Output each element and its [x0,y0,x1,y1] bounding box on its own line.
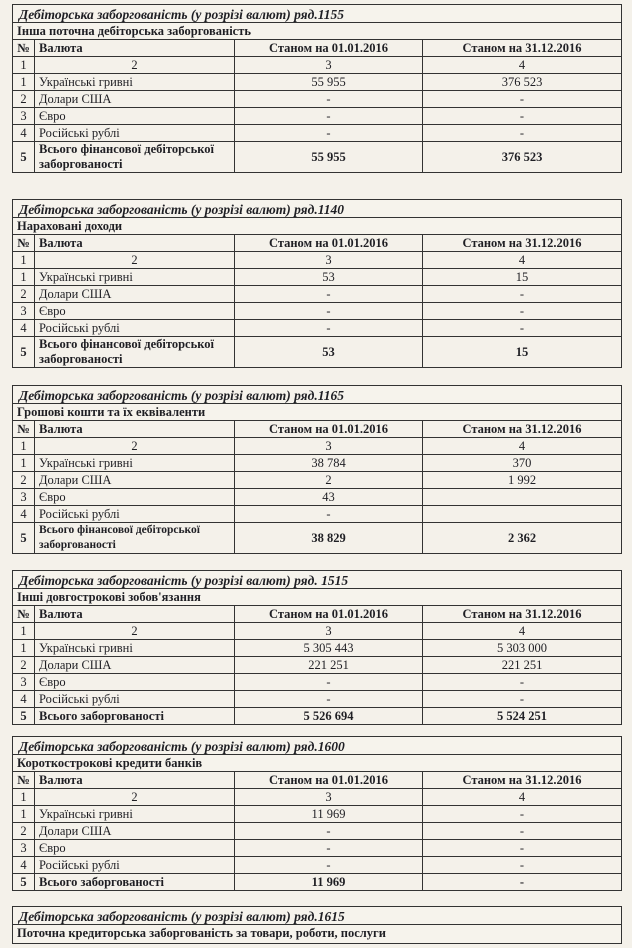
col-no: № [13,40,35,57]
index-row [13,438,622,455]
row-start: - [235,674,423,691]
row-start: - [235,840,423,857]
row-end: 370 [423,455,622,472]
index-row [13,252,622,269]
col-currency: Валюта [35,606,235,623]
row-start: 38 784 [235,455,423,472]
row-start: - [235,286,423,303]
row-no: 3 [13,108,35,125]
col-no: № [13,235,35,252]
row-no: 1 [13,806,35,823]
row-no: 2 [13,286,35,303]
total-start: 55 955 [235,142,423,173]
row-start: - [235,506,423,523]
row-end: - [423,840,622,857]
row-start: - [235,303,423,320]
header-row [13,40,622,57]
total-end: 2 362 [423,523,622,554]
col-start: Станом на 01.01.2016 [235,235,423,252]
total-row [13,142,622,173]
row-end: 1 992 [423,472,622,489]
row-currency: Долари США [35,472,235,489]
total-start: 53 [235,337,423,368]
total-label: Всього фінансової дебіторської заборгованості [35,523,235,554]
section-title: Дебіторська заборгованість (у розрізі валют) ряд.1165 [12,385,622,403]
total-label: Всього заборгованості [35,874,235,891]
table-row [13,640,622,657]
index-cell: 2 [35,57,235,74]
section-title: Дебіторська заборгованість (у розрізі валют) ряд.1600 [12,736,622,754]
col-currency: Валюта [35,772,235,789]
table-row [13,108,622,125]
total-no: 5 [13,337,35,368]
row-currency: Євро [35,108,235,125]
currency-table [12,771,622,891]
header-row [13,235,622,252]
table-row [13,455,622,472]
row-end: - [423,91,622,108]
row-currency: Українські гривні [35,455,235,472]
total-row [13,523,622,554]
col-start: Станом на 01.01.2016 [235,606,423,623]
row-currency: Російські рублі [35,506,235,523]
table-row [13,269,622,286]
section-1165 [12,385,622,554]
section-1600 [12,736,622,891]
total-start: 5 526 694 [235,708,423,725]
row-currency: Долари США [35,823,235,840]
section-title: Дебіторська заборгованість (у розрізі валют) ряд. 1515 [12,570,622,588]
index-cell: 2 [35,789,235,806]
index-row [13,623,622,640]
index-cell: 1 [13,789,35,806]
index-cell: 1 [13,438,35,455]
index-cell: 2 [35,252,235,269]
currency-table [12,39,622,173]
row-end: - [423,806,622,823]
table-row [13,823,622,840]
total-end: 5 524 251 [423,708,622,725]
section-title: Дебіторська заборгованість (у розрізі валют) ряд.1615 [12,906,622,924]
section-subtitle: Нараховані доходи [12,217,622,234]
index-cell: 2 [35,438,235,455]
row-end: - [423,320,622,337]
table-row [13,657,622,674]
row-end: - [423,691,622,708]
section-title: Дебіторська заборгованість (у розрізі валют) ряд.1140 [12,199,622,217]
row-end: 376 523 [423,74,622,91]
col-currency: Валюта [35,40,235,57]
currency-table [12,420,622,554]
row-no: 1 [13,269,35,286]
row-currency: Долари США [35,657,235,674]
row-start: - [235,125,423,142]
index-cell: 3 [235,252,423,269]
row-currency: Євро [35,674,235,691]
index-cell: 3 [235,438,423,455]
row-end: 221 251 [423,657,622,674]
row-no: 3 [13,303,35,320]
col-no: № [13,421,35,438]
currency-table [12,605,622,725]
col-end: Станом на 31.12.2016 [423,235,622,252]
row-start: 55 955 [235,74,423,91]
total-start: 11 969 [235,874,423,891]
row-no: 3 [13,489,35,506]
total-end: - [423,874,622,891]
row-end: - [423,823,622,840]
total-row [13,708,622,725]
row-no: 1 [13,455,35,472]
col-start: Станом на 01.01.2016 [235,772,423,789]
row-start: 53 [235,269,423,286]
row-end: - [423,286,622,303]
row-start: - [235,91,423,108]
total-label: Всього заборгованості [35,708,235,725]
index-cell: 3 [235,789,423,806]
table-row [13,125,622,142]
section-1155 [12,4,622,173]
row-currency: Долари США [35,286,235,303]
row-end: - [423,108,622,125]
table-row [13,286,622,303]
row-start: 11 969 [235,806,423,823]
col-currency: Валюта [35,421,235,438]
table-row [13,806,622,823]
index-cell: 4 [423,438,622,455]
index-cell: 4 [423,623,622,640]
total-no: 5 [13,708,35,725]
row-currency: Українські гривні [35,806,235,823]
table-row [13,857,622,874]
total-label: Всього фінансової дебіторської заборгованості [35,142,235,173]
row-start: 5 305 443 [235,640,423,657]
row-no: 4 [13,857,35,874]
row-start: 2 [235,472,423,489]
row-no: 3 [13,840,35,857]
table-row [13,691,622,708]
row-no: 2 [13,91,35,108]
row-end: 15 [423,269,622,286]
row-currency: Російські рублі [35,125,235,142]
col-end: Станом на 31.12.2016 [423,421,622,438]
row-no: 2 [13,472,35,489]
row-end: - [423,125,622,142]
col-start: Станом на 01.01.2016 [235,421,423,438]
index-row [13,57,622,74]
row-no: 2 [13,657,35,674]
row-no: 1 [13,640,35,657]
row-currency: Українські гривні [35,74,235,91]
table-row [13,840,622,857]
col-currency: Валюта [35,235,235,252]
col-end: Станом на 31.12.2016 [423,606,622,623]
table-row [13,91,622,108]
col-no: № [13,772,35,789]
section-subtitle: Короткострокові кредити банків [12,754,622,771]
col-start: Станом на 01.01.2016 [235,40,423,57]
section-1140 [12,199,622,368]
table-row [13,674,622,691]
row-currency: Євро [35,489,235,506]
header-row [13,606,622,623]
total-row [13,337,622,368]
col-no: № [13,606,35,623]
index-cell: 2 [35,623,235,640]
table-row [13,489,622,506]
index-cell: 1 [13,252,35,269]
row-currency: Російські рублі [35,320,235,337]
section-subtitle: Грошові кошти та їх еквіваленти [12,403,622,420]
index-cell: 1 [13,57,35,74]
row-currency: Українські гривні [35,269,235,286]
row-no: 2 [13,823,35,840]
section-title: Дебіторська заборгованість (у розрізі валют) ряд.1155 [12,4,622,22]
row-no: 4 [13,691,35,708]
total-label: Всього фінансової дебіторської заборгованості [35,337,235,368]
index-row [13,789,622,806]
col-end: Станом на 31.12.2016 [423,772,622,789]
row-start: - [235,857,423,874]
row-currency: Російські рублі [35,857,235,874]
header-row [13,421,622,438]
row-start: - [235,108,423,125]
row-end: - [423,303,622,320]
row-start: - [235,823,423,840]
table-row [13,506,622,523]
row-currency: Українські гривні [35,640,235,657]
table-row [13,74,622,91]
row-start: - [235,691,423,708]
index-cell: 1 [13,623,35,640]
row-start: 221 251 [235,657,423,674]
row-end [423,506,622,523]
row-no: 4 [13,506,35,523]
index-cell: 3 [235,623,423,640]
index-cell: 4 [423,252,622,269]
row-no: 4 [13,320,35,337]
row-no: 1 [13,74,35,91]
row-end: 5 303 000 [423,640,622,657]
section-subtitle: Інша поточна дебіторська заборгованість [12,22,622,39]
header-row [13,772,622,789]
total-no: 5 [13,523,35,554]
col-end: Станом на 31.12.2016 [423,40,622,57]
section-1615 [12,906,622,944]
section-subtitle: Інші довгострокові зобов'язання [12,588,622,605]
row-start: 43 [235,489,423,506]
index-cell: 4 [423,57,622,74]
section-subtitle: Поточна кредиторська заборгованість за товари, роботи, послуги [12,924,622,944]
row-currency: Євро [35,840,235,857]
index-cell: 3 [235,57,423,74]
total-row [13,874,622,891]
total-end: 15 [423,337,622,368]
row-no: 4 [13,125,35,142]
total-start: 38 829 [235,523,423,554]
total-no: 5 [13,874,35,891]
table-row [13,320,622,337]
total-no: 5 [13,142,35,173]
row-currency: Євро [35,303,235,320]
total-end: 376 523 [423,142,622,173]
index-cell: 4 [423,789,622,806]
table-row [13,472,622,489]
currency-table [12,234,622,368]
row-no: 3 [13,674,35,691]
row-end: - [423,674,622,691]
row-end: - [423,857,622,874]
section-1515 [12,570,622,725]
row-start: - [235,320,423,337]
row-currency: Долари США [35,91,235,108]
row-currency: Російські рублі [35,691,235,708]
table-row [13,303,622,320]
row-end [423,489,622,506]
